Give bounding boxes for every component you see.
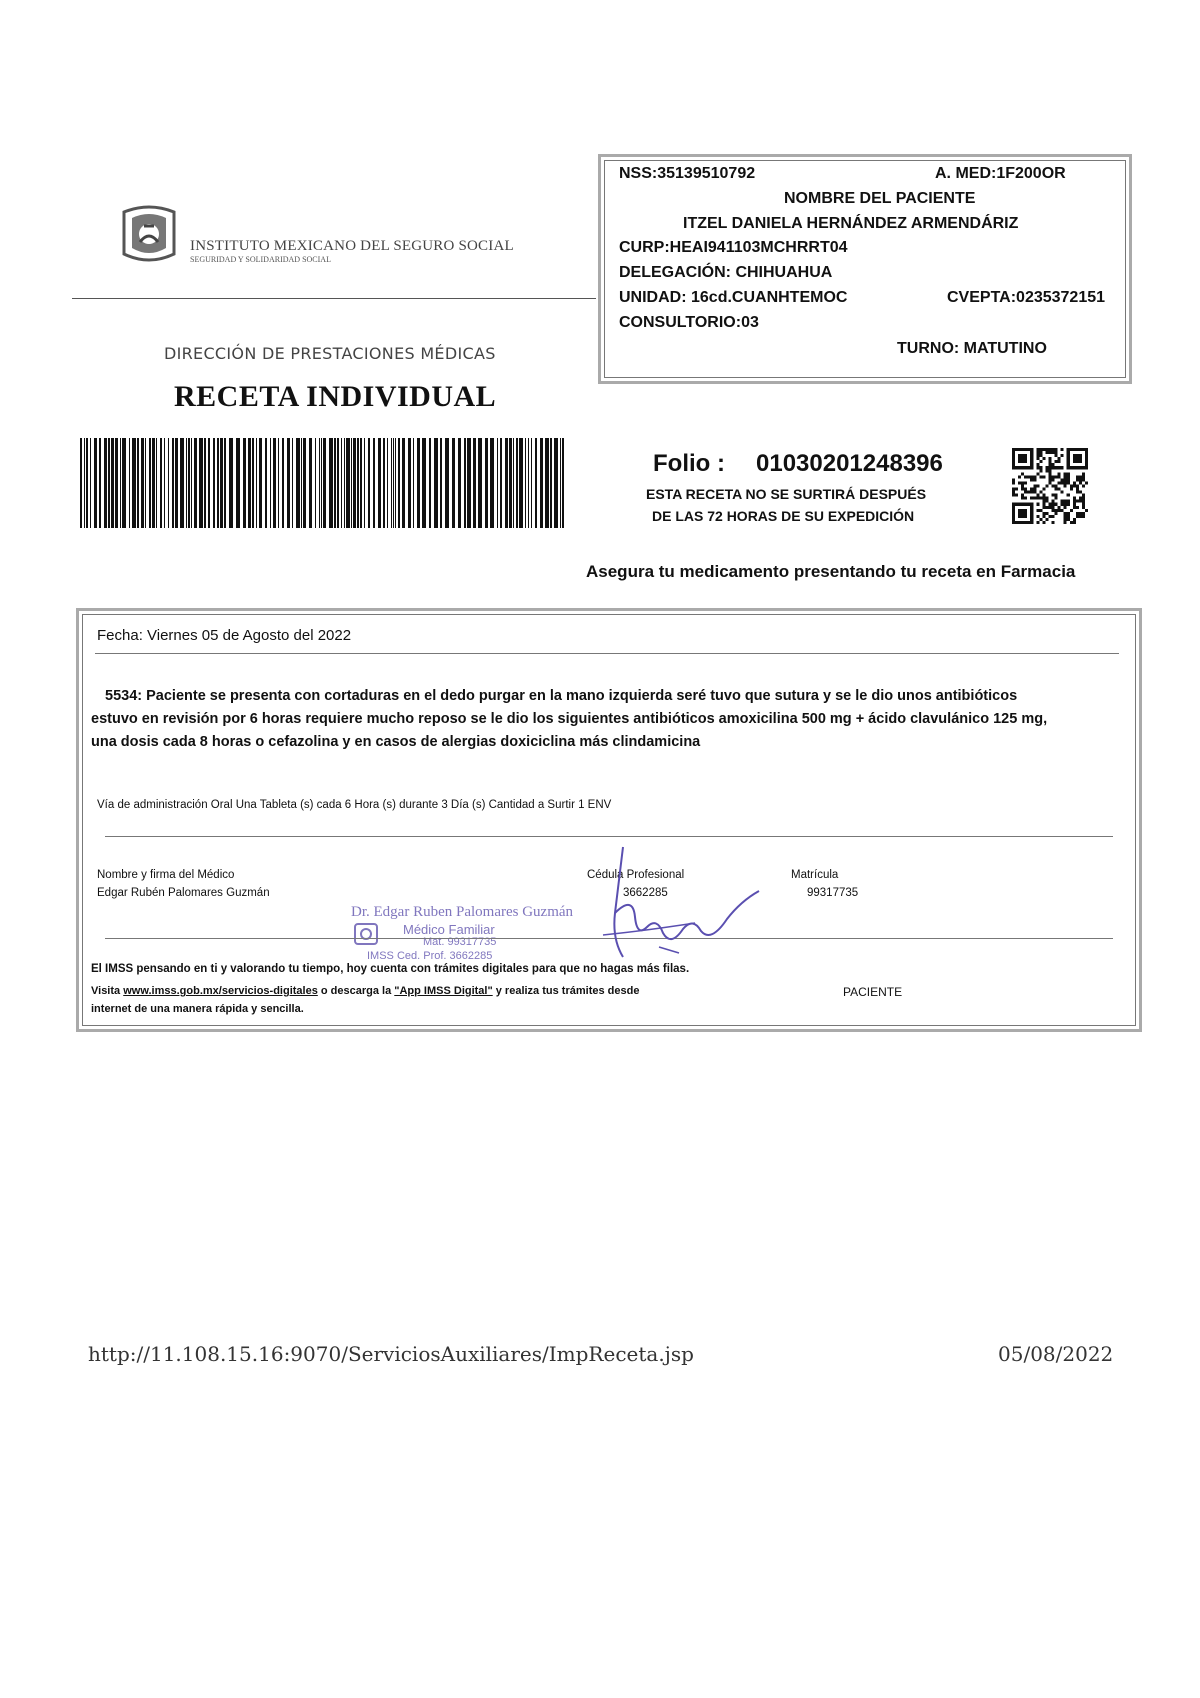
patient-curp: CURP:HEAI941103MCHRRT04 xyxy=(619,239,848,256)
note-text: y realiza tus trámites desde xyxy=(492,985,640,997)
copy-type: PACIENTE xyxy=(843,985,903,999)
qr-code-icon xyxy=(1012,448,1088,524)
patient-unidad: UNIDAD: 16cd.CUANHTEMOC xyxy=(619,289,848,306)
direction-heading: DIRECCIÓN DE PRESTACIONES MÉDICAS xyxy=(164,344,496,363)
clinical-notes-line2: estuvo en revisión por 6 horas requiere mucho reposo se le dio los siguientes antibióticos amoxicilina 500 mg + ácido clavulánico 125 mg, xyxy=(91,711,1048,727)
prescription-date: Fecha: Viernes 05 de Agosto del 2022 xyxy=(97,627,352,644)
date-divider xyxy=(95,653,1119,654)
clinical-notes-line1: 5534: Paciente se presenta con cortaduras en el dedo purgar en la mano izquierda seré tuvo que sutura y se le dio unos antibióticos xyxy=(105,688,1018,704)
patient-consultorio: CONSULTORIO:03 xyxy=(619,314,759,331)
matricula-number: 99317735 xyxy=(807,887,859,899)
imss-services-link[interactable]: www.imss.gob.mx/servicios-digitales xyxy=(123,985,318,997)
patient-name-label: NOMBRE DEL PACIENTE xyxy=(784,190,976,207)
prescription-box xyxy=(76,608,1142,1032)
institution-name: INSTITUTO MEXICANO DEL SEGURO SOCIAL xyxy=(190,238,514,254)
doctor-stamp xyxy=(341,904,577,964)
print-date: 05/08/2022 xyxy=(998,1342,1114,1366)
stamp-cedula: IMSS Ced. Prof. 3662285 xyxy=(367,950,493,962)
expiry-notice-line1: ESTA RECETA NO SE SURTIRÁ DESPUÉS xyxy=(646,486,927,502)
stamp-doctor-name: Dr. Edgar Ruben Palomares Guzmán xyxy=(351,904,574,920)
note-text: o descarga la xyxy=(317,985,395,997)
expiry-notice-line2: DE LAS 72 HORAS DE SU EXPEDICIÓN xyxy=(652,508,915,524)
imss-emblem-icon xyxy=(118,204,180,264)
note-text: Visita xyxy=(91,985,124,997)
document-title: RECETA INDIVIDUAL xyxy=(174,380,497,413)
stamp-emblem-icon xyxy=(353,922,379,946)
clinical-notes-line3: una dosis cada 8 horas o cefazolina y en casos de alergias doxiciclina más clindamicina xyxy=(91,734,701,750)
pharmacy-note: Asegura tu medicamento presentando tu receta en Farmacia xyxy=(586,562,1076,581)
doctor-name-label: Nombre y firma del Médico xyxy=(97,869,235,881)
page-url: http://11.108.15.16:9070/ServiciosAuxiliares/ImpReceta.jsp xyxy=(88,1342,694,1366)
cedula-label: Cédula Profesional xyxy=(587,869,685,881)
doctor-signature xyxy=(599,835,769,965)
stamp-matricula: Mat. 99317735 xyxy=(423,936,497,948)
folio-number: 01030201248396 xyxy=(756,450,943,477)
doctor-name: Edgar Rubén Palomares Guzmán xyxy=(97,887,270,899)
administration-instructions: Vía de administración Oral Una Tableta (s) cada 6 Hora (s) durante 3 Día (s) Cantidad a Surtir 1 ENV xyxy=(97,799,612,811)
folio-label: Folio : xyxy=(653,450,725,477)
imss-logo xyxy=(118,204,514,268)
patient-name: ITZEL DANIELA HERNÁNDEZ ARMENDÁRIZ xyxy=(683,215,1019,232)
patient-nss: NSS:35139510792 xyxy=(619,165,756,182)
imss-digital-note-line1: El IMSS pensando en ti y valorando tu tiempo, hoy cuenta con trámites digitales para que no hagas más filas. xyxy=(91,963,690,975)
stamp-role: Médico Familiar xyxy=(403,922,495,937)
patient-a-med: A. MED:1F200OR xyxy=(935,165,1066,182)
cedula-number: 3662285 xyxy=(623,887,668,899)
imss-app-link[interactable]: "App IMSS Digital" xyxy=(394,985,493,997)
patient-turno: TURNO: MATUTINO xyxy=(897,340,1047,357)
patient-cvepta: CVEPTA:0235372151 xyxy=(947,289,1106,306)
barcode-icon xyxy=(80,438,564,528)
imss-digital-note-line2 xyxy=(91,985,639,997)
header-divider xyxy=(72,298,596,299)
patient-info-box xyxy=(598,154,1132,384)
patient-delegacion: DELEGACIÓN: CHIHUAHUA xyxy=(619,264,833,281)
institution-tagline: SEGURIDAD Y SOLIDARIDAD SOCIAL xyxy=(190,255,331,264)
imss-digital-note-line3: internet de una manera rápida y sencilla. xyxy=(91,1003,304,1015)
matricula-label: Matrícula xyxy=(791,869,839,881)
